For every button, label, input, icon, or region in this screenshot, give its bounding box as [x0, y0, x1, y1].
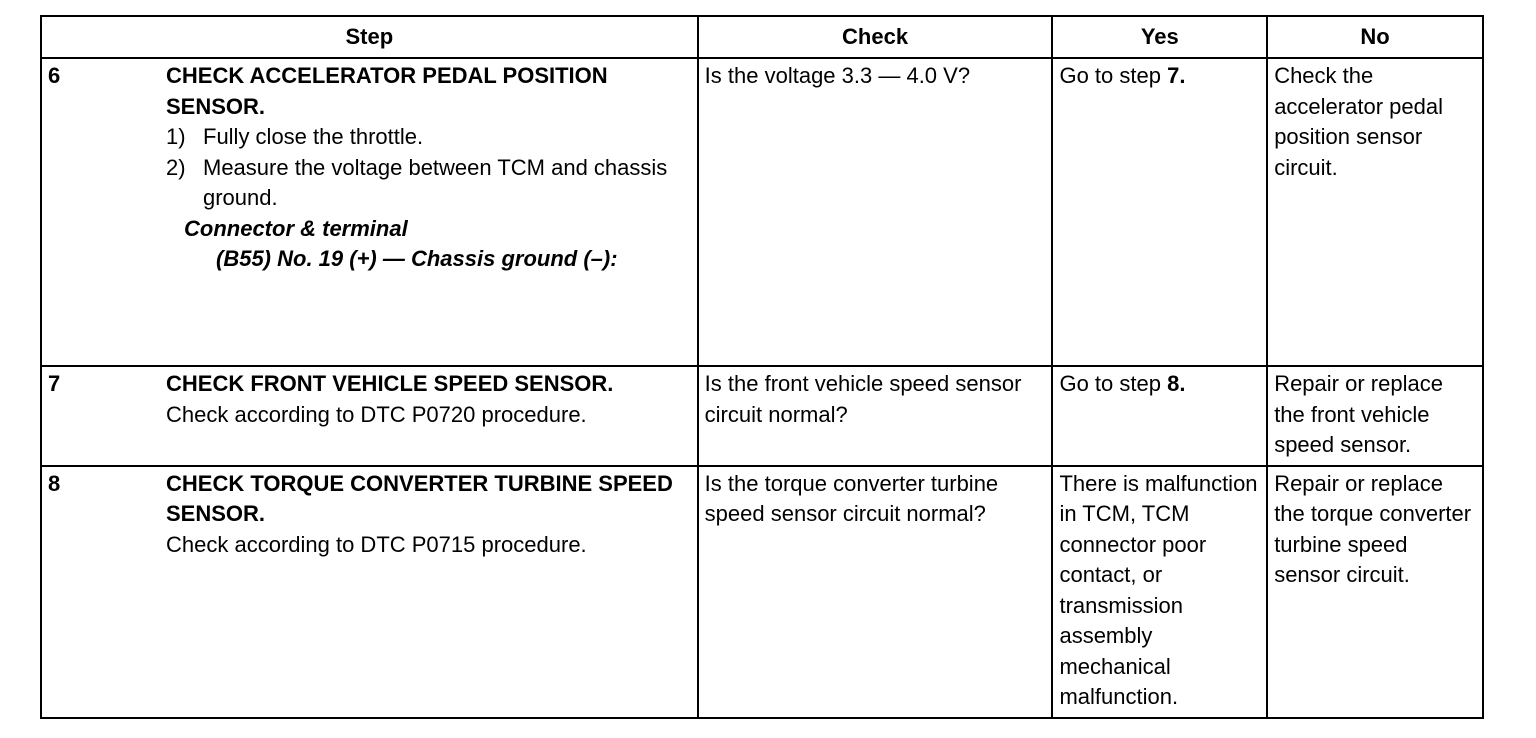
- step-text: Check according to DTC P0715 procedure.: [166, 531, 587, 557]
- check-cell: Is the torque converter turbine speed sensor circuit normal?: [698, 466, 1053, 718]
- step-title: CHECK FRONT VEHICLE SPEED SENSOR.: [166, 371, 614, 396]
- check-cell: Is the voltage 3.3 — 4.0 V?: [698, 58, 1053, 366]
- step-cell: [41, 58, 698, 366]
- step-number: 8: [48, 470, 61, 496]
- yes-prefix: Go to step: [1059, 371, 1168, 396]
- table-row: [41, 58, 1483, 366]
- substep: [166, 122, 691, 153]
- step-cell: [41, 366, 698, 466]
- connector-detail: (B55) No. 19 (+) — Chassis ground (–):: [216, 246, 618, 271]
- substep: [166, 153, 691, 214]
- table-row: [41, 366, 1483, 466]
- check-cell: Is the front vehicle speed sensor circuit normal?: [698, 366, 1053, 466]
- header-row: [41, 16, 1483, 58]
- no-cell: Repair or replace the front vehicle speed sensor.: [1267, 366, 1483, 466]
- substep-text: Fully close the throttle.: [203, 124, 424, 149]
- header-yes: Yes: [1052, 16, 1267, 58]
- step-title: CHECK TORQUE CONVERTER TURBINE SPEED SENSOR.: [166, 470, 673, 526]
- step-title: CHECK ACCELERATOR PEDAL POSITION SENSOR.: [166, 63, 608, 119]
- step-number: 7: [48, 371, 61, 396]
- yes-step-link: 7.: [1167, 63, 1186, 88]
- connector-title: Connector & terminal: [184, 215, 408, 241]
- header-no: No: [1267, 16, 1483, 58]
- table-row: [41, 466, 1483, 718]
- substep-number: 1): [166, 124, 186, 149]
- header-check: Check: [698, 16, 1053, 58]
- yes-cell: [1052, 58, 1267, 366]
- no-cell: Repair or replace the torque converter turbine speed sensor circuit.: [1267, 466, 1483, 718]
- step-number: 6: [48, 63, 61, 88]
- substep-number: 2): [166, 154, 186, 180]
- yes-step-link: 8.: [1167, 371, 1186, 396]
- yes-prefix: Go to step: [1059, 63, 1168, 88]
- diagnostic-table: [40, 15, 1484, 719]
- step-cell: [41, 466, 698, 718]
- substep-text: Measure the voltage between TCM and chassis ground.: [203, 154, 668, 210]
- yes-cell: There is malfunction in TCM, TCM connector poor contact, or transmission assembly mechanical malfunction.: [1052, 466, 1267, 718]
- step-text: Check according to DTC P0720 procedure.: [166, 401, 587, 427]
- header-step: Step: [41, 16, 698, 58]
- yes-cell: [1052, 366, 1267, 466]
- no-cell: Check the accelerator pedal position sensor circuit.: [1267, 58, 1483, 366]
